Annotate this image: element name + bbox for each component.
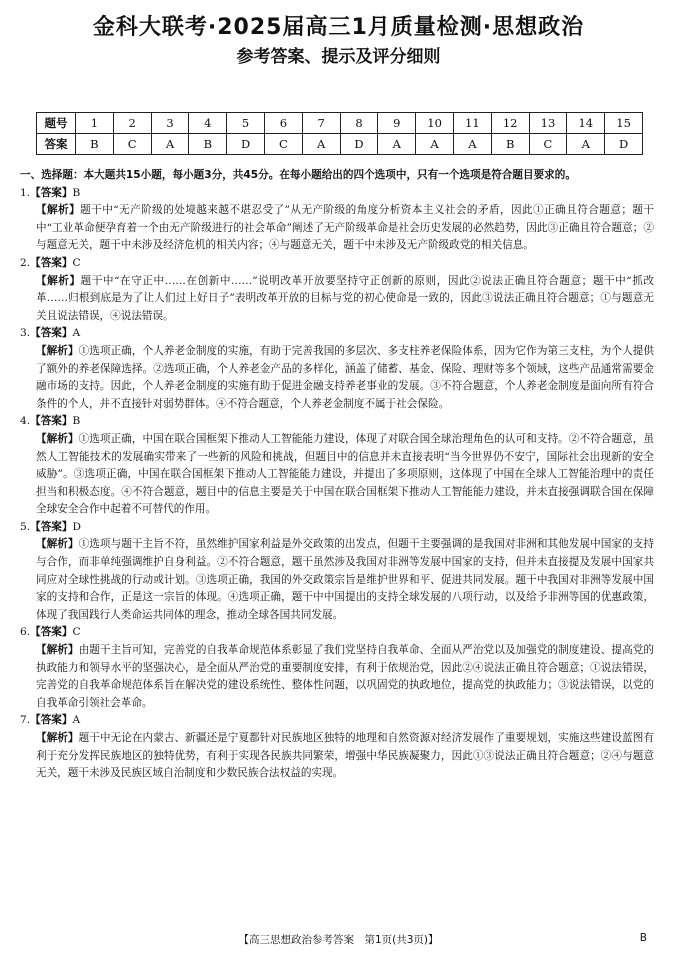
- question-number: 2.: [20, 256, 31, 269]
- answer-table: [36, 112, 643, 155]
- answer-value: D: [72, 520, 81, 533]
- question-number: 6.: [20, 626, 31, 639]
- question-explanation: [36, 431, 654, 519]
- footer-text: 【高三思想政治参考答案 第1页(共3页)】: [238, 934, 439, 946]
- explanation-tag: 【解析】: [36, 644, 79, 657]
- question-number-cell: 14: [567, 113, 605, 134]
- answer-cell: A: [378, 134, 416, 155]
- answer-tag: 【答案】: [30, 327, 73, 340]
- question-answer-line: [20, 185, 654, 203]
- answer-table-number-row: [37, 113, 643, 134]
- answer-value: A: [72, 327, 81, 340]
- question-number: 5.: [20, 520, 31, 533]
- question-answer-line: [20, 712, 654, 730]
- answer-tag: 【答案】: [30, 256, 73, 269]
- explanation-tag: 【解析】: [36, 344, 79, 357]
- question-explanation: [36, 730, 654, 783]
- question-number-cell: 11: [453, 113, 491, 134]
- answer-cell: A: [567, 134, 605, 155]
- question-answer-line: [20, 255, 654, 273]
- question-number: 7.: [20, 714, 31, 727]
- question-number: 3.: [20, 327, 31, 340]
- question-number-cell: 13: [529, 113, 567, 134]
- question-number-cell: 12: [491, 113, 529, 134]
- question-number-cell: 8: [340, 113, 378, 134]
- answer-cell: D: [340, 134, 378, 155]
- answer-cell: A: [453, 134, 491, 155]
- question-explanation: [36, 536, 654, 624]
- answer-value: B: [72, 186, 81, 199]
- question-explanation: [36, 343, 654, 413]
- answer-value: B: [72, 415, 81, 428]
- explanation-tag: 【解析】: [36, 274, 81, 287]
- question-explanation: [36, 273, 654, 326]
- question-number-cell: 15: [605, 113, 643, 134]
- answer-cell: B: [189, 134, 227, 155]
- question-number-cell: 6: [264, 113, 302, 134]
- answer-cell: C: [529, 134, 567, 155]
- question-number-cell: 7: [302, 113, 340, 134]
- question-list: [20, 185, 654, 783]
- answer-cell: A: [302, 134, 340, 155]
- answer-content: [20, 167, 654, 783]
- question-number-cell: 4: [189, 113, 227, 134]
- question-explanation: [36, 202, 654, 255]
- answer-value: A: [72, 714, 81, 727]
- explanation-text: ①选项与题干主旨不符，虽然维护国家利益是外交政策的出发点，但题干主要强调的是我国对非洲和其他发展中国家的支持与合作，而非单纯强调维护自身利益。②不符合题意，题干虽然涉及我国对非洲等发展中国家的支持，但并未直接提及发展中国家共同应对全球性挑战的行动或计划。③选项正确，我国的外交政策宗旨是维护世界和平、促进共同发展。题干中我国对非洲等发展中国家的支持和合作，正是这一宗旨的体现。④选项正确，题干中中国提出的支持全球发展的八项行动，以及给予非洲等国的优惠政策，体现了我国践行人类命运共同体的理念，推动全球各国共同发展。: [36, 538, 654, 621]
- answer-cell: C: [264, 134, 302, 155]
- page-footer: [0, 932, 677, 947]
- explanation-text: 由题干主旨可知，完善党的自我革命规范体系彰显了我们党坚持自我革命、全面从严治党以及加强党的制度建设、提高党的执政能力和领导水平的坚强决心，是全面从严治党的重要制度安排，有利于依规治党，因此②④说法正确且符合题意；①说法错误，完善党的自我革命规范体系旨在解决党的建设系统性、整体性问题，以巩固党的执政地位，提高党的执政能力；③说法错误，以党的自我革命引领社会革命。: [36, 644, 654, 709]
- explanation-tag: 【解析】: [36, 538, 79, 551]
- paper-version: B: [639, 932, 647, 944]
- question-number: 4.: [20, 415, 31, 428]
- question-number-cell: 1: [76, 113, 114, 134]
- question-number-cell: 2: [113, 113, 151, 134]
- answer-cell: B: [491, 134, 529, 155]
- explanation-tag: 【解析】: [36, 432, 79, 445]
- question-number-cell: 3: [151, 113, 189, 134]
- question-number-cell: 9: [378, 113, 416, 134]
- explanation-text: ①选项正确，个人养老金制度的实施，有助于完善我国的多层次、多支柱养老保险体系，因为它作为第三支柱，为个人提供了额外的养老保障选择。②选项正确，个人养老金产品的多样化，涵盖了储蓄、基金、保险、理财等多个领域，这些产品通常需要金融市场的支持。因此，个人养老金制度的实施有助于促进金融支持养老事业的发展。③不符合题意，个人养老金制度是面向所有符合条件的个人，并不直接针对弱势群体。④不符合题意，个人养老金制度不属于社会保险。: [36, 344, 654, 410]
- answer-tag: 【答案】: [30, 714, 73, 727]
- answer-tag: 【答案】: [30, 520, 73, 533]
- question-number: 1.: [20, 186, 31, 199]
- explanation-text: 题干中无论在内蒙古、新疆还是宁夏都针对民族地区独特的地理和自然资源对经济发展作了重要规划，实施这些建设蓝图有利于充分发挥民族地区的独特优势，有利于实现各民族共同繁荣，增强中华民族凝聚力，因此①③说法正确且符合题意；②④与题意无关，题干未涉及民族区域自治制度和少数民族合法权益的实现。: [36, 732, 654, 780]
- answer-row-label: 答案: [37, 134, 76, 155]
- answer-cell: B: [76, 134, 114, 155]
- answer-value: C: [72, 626, 81, 639]
- answer-cell: A: [151, 134, 189, 155]
- answer-tag: 【答案】: [30, 415, 73, 428]
- explanation-text: ①选项正确，中国在联合国框架下推动人工智能能力建设，体现了对联合国全球治理角色的认可和支持。②不符合题意，虽然人工智能技术的发展确实带来了一些新的风险和挑战，但题目中的信息并未直接表明“当今世界仍不安宁，国际社会出现新的安全威胁”。③选项正确，中国在联合国框架下推动人工智能能力建设，并提出了多项原则，这体现了中国在全球人工智能治理中的责任担当和积极态度。④不符合题意，题目中的信息主要是关于中国在联合国框架下推动人工智能能力建设，并未直接强调联合国在保障全球安全合作中起着不可替代的作用。: [36, 432, 654, 516]
- answer-value: C: [72, 256, 81, 269]
- answer-cell: D: [605, 134, 643, 155]
- answer-tag: 【答案】: [30, 186, 73, 199]
- question-number-cell: 5: [227, 113, 265, 134]
- question-answer-line: [20, 413, 654, 431]
- question-answer-line: [20, 624, 654, 642]
- number-row-label: 题号: [37, 113, 76, 134]
- question-answer-line: [20, 325, 654, 343]
- question-number-cell: 10: [416, 113, 454, 134]
- document-subtitle: 参考答案、提示及评分细则: [236, 47, 441, 67]
- explanation-text: 题干中“在守正中……在创新中……”说明改革开放要坚持守正创新的原则，因此②说法正确且符合题意；题干中“抓改革……归根到底是为了让人们过上好日子”表明改革开放的目标与党的初心使命是一致的，因此③说法正确且符合题意；①与题意无关且说法错误，④说法错误。: [36, 274, 655, 322]
- document-title: 金科大联考·2025届高三1月质量检测·思想政治: [92, 15, 585, 40]
- question-answer-line: [20, 519, 654, 537]
- answer-cell: D: [227, 134, 265, 155]
- explanation-text: 题干中“无产阶级的处境越来越不堪忍受了”从无产阶级的角度分析资本主义社会的矛盾，因此①正确且符合题意；题干中“工业革命便孕育着一个由无产阶级进行的社会革命”阐述了无产阶级革命是社会历史发展的必然趋势，因此③正确且符合题意；②与题意无关，题干中未涉及经济危机的相关内容；④与题意无关，题干中未涉及无产阶级政党的相关信息。: [36, 204, 655, 252]
- explanation-tag: 【解析】: [36, 204, 81, 217]
- section-heading: 一、选择题：本大题共15小题，每小题3分，共45分。在每小题给出的四个选项中，只有一个选项是符合题目要求的。: [20, 169, 576, 181]
- answer-cell: A: [416, 134, 454, 155]
- answer-cell: C: [113, 134, 151, 155]
- question-explanation: [36, 642, 654, 712]
- answer-table-answer-row: [37, 134, 643, 155]
- answer-tag: 【答案】: [30, 626, 73, 639]
- explanation-tag: 【解析】: [36, 732, 79, 744]
